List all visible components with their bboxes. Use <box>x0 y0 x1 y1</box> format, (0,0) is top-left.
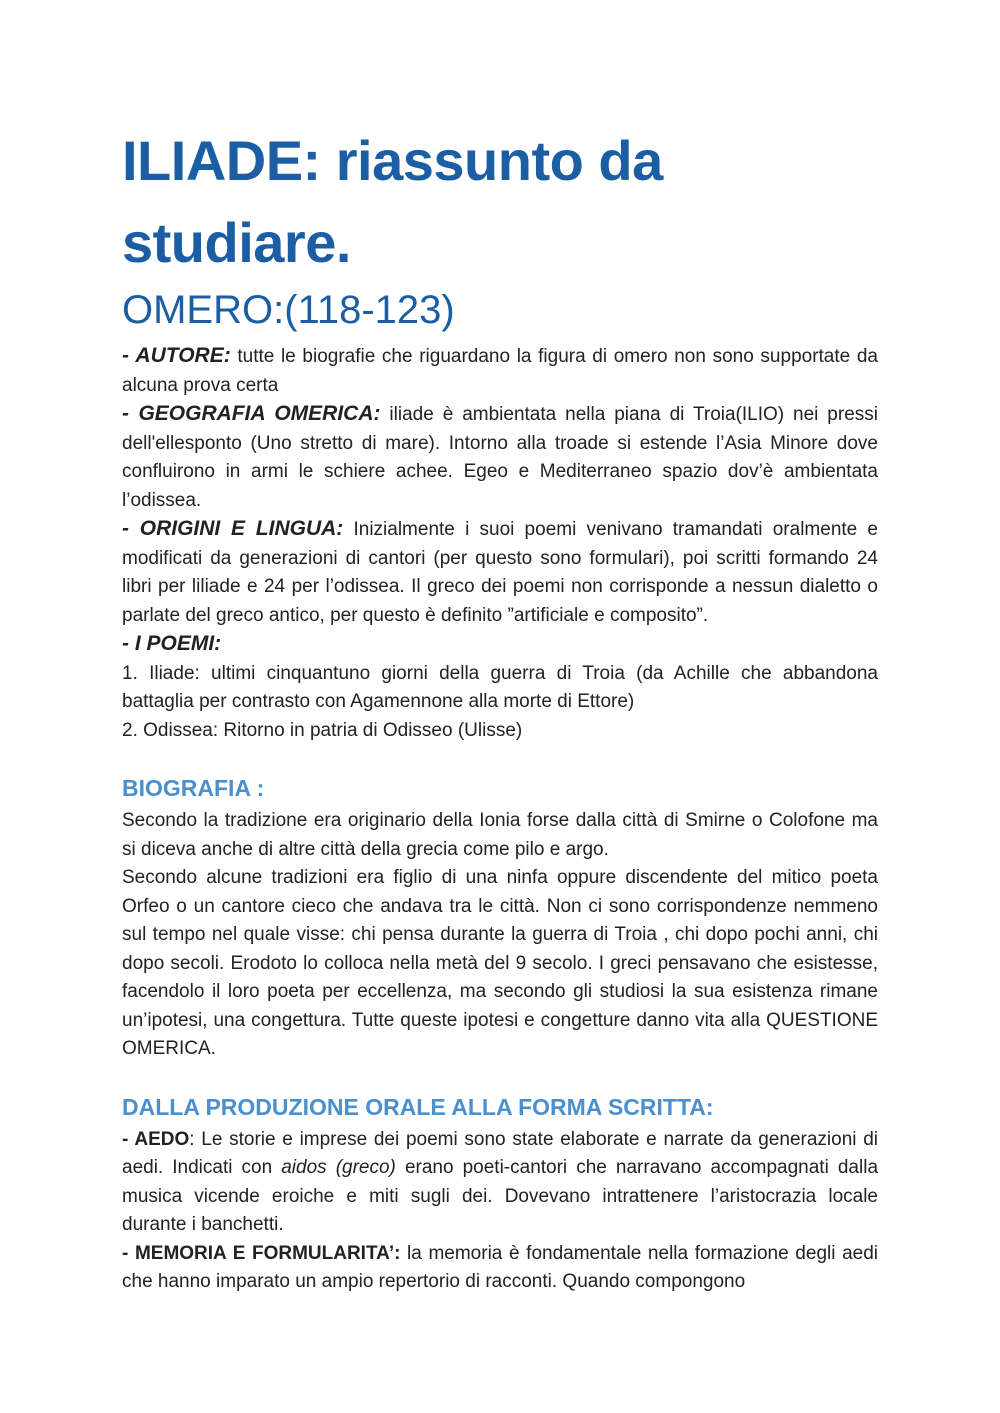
text-aedo-2: erano poeti-cantori che narravano accompagnati dalla musica vicende eroiche e miti sugli dei. Dovevano intrattenere l’aristocrazia locale durante i banchetti. <box>122 1157 879 1235</box>
label-origini: - ORIGINI E LINGUA: <box>122 517 344 540</box>
text-origini: Inizialmente i suoi poemi venivano tramandati oralmente e modificati da generazioni di cantori (per questo sono formulari), poi scritti formando 24 libri per liliade e 24 per l’odissea. Il greco dei poemi non corrisponde a nessun dialetto o parlate del greco antico, per questo è definito ”artificiale e composito”. <box>122 519 878 626</box>
label-autore: - AUTORE: <box>122 344 231 367</box>
paragraph-autore <box>122 342 878 400</box>
paragraph-biografia-tradizioni: Secondo alcune tradizioni era figlio di una ninfa oppure discendente del mitico poeta Orfeo o un cantore cieco che andava tra le città. Non ci sono corrispondenze nemmeno sul tempo nel quale visse: chi pensa durante la guerra di Troia , chi dopo pochi anni, chi dopo secoli. Erodoto lo colloca nella metà del 9 secolo. I greci pensavano che esistesse, facendolo il loro poeta per eccellenza, ma secondo gli studiosi la sua esistenza rimane un’ipotesi, una congettura. Tutte queste ipotesi e congetture danno vita alla QUESTIONE OMERICA. <box>122 867 878 1059</box>
text-aedo-italic: aidos (greco) <box>281 1157 396 1178</box>
label-geografia: - GEOGRAFIA OMERICA: <box>122 402 381 425</box>
text-memoria: la memoria è fondamentale nella formazione degli aedi che hanno imparato un ampio repertorio di racconti. Quando compongono <box>122 1242 878 1292</box>
label-memoria: - MEMORIA E FORMULARITA’: <box>122 1242 401 1264</box>
paragraph-poemi-label <box>122 630 878 660</box>
document-title: ILIADE: riassunto da studiare. <box>122 129 663 274</box>
list-item-iliade: 1. Iliade: ultimi cinquantuno giorni della guerra di Troia (da Achille che abbandona battaglia per contrasto con Agamennone alla morte di Ettore) <box>122 662 878 712</box>
heading-produzione: DALLA PRODUZIONE ORALE ALLA FORMA SCRITTA: <box>122 1093 714 1120</box>
label-aedo-dash: - <box>122 1128 135 1150</box>
paragraph-biografia-origine: Secondo la tradizione era originario della Ionia forse dalla città di Smirne o Colofone ma si diceva anche di altre città della grecia come pilo e argo. <box>122 810 878 860</box>
text-geografia: iliade è ambientata nella piana di Troia(ILIO) nei pressi dell'ellesponto (Uno stretto di mare). Intorno alla troade si estende l’Asia Minore dove confluirono in armi le schiere achee. Egeo e Mediterraneo spazio dov’è ambientata l’odissea. <box>122 404 878 511</box>
paragraph-geografia <box>122 400 878 515</box>
heading-biografia: BIOGRAFIA : <box>122 775 265 801</box>
paragraph-aedo <box>122 1126 878 1240</box>
paragraph-memoria <box>122 1240 878 1297</box>
text-aedo-1: : Le storie e imprese dei poemi sono state elaborate e narrate da generazioni di aedi. Indicati con <box>122 1128 878 1178</box>
label-poemi: - I POEMI: <box>122 632 222 655</box>
section-title-omero: OMERO:(118-123) <box>122 288 455 332</box>
text-autore: tutte le biografie che riguardano la figura di omero non sono supportate da alcuna prova certa <box>122 346 878 396</box>
paragraph-origini <box>122 515 878 630</box>
label-aedo: AEDO <box>134 1128 190 1150</box>
list-item-odissea: 2. Odissea: Ritorno in patria di Odisseo (Ulisse) <box>122 719 523 741</box>
